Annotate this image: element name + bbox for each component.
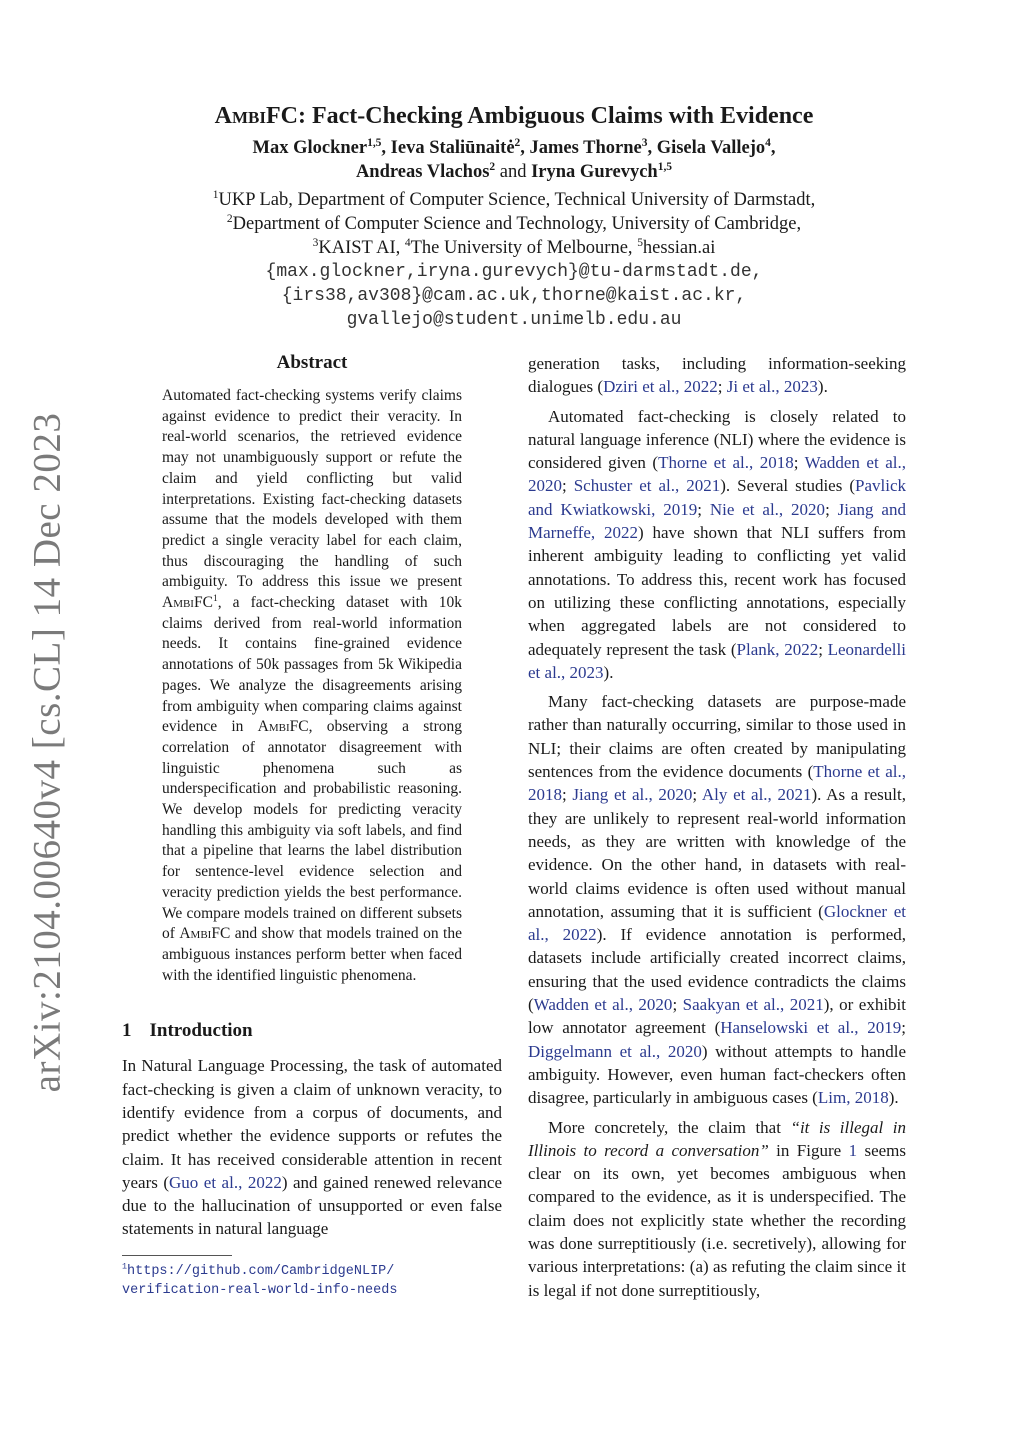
paper-header xyxy=(120,100,908,332)
author-sup: 2 xyxy=(514,136,521,149)
citation-link[interactable]: Dziri et al., 2022 xyxy=(603,377,718,397)
citation-link[interactable]: Wadden et al., 2020 xyxy=(533,995,673,1015)
footnote xyxy=(122,1262,502,1300)
body-text: generation tasks, including information-seeking dialogues ( xyxy=(528,354,906,397)
affiliation-sup: 1 xyxy=(212,188,219,201)
section-heading-introduction xyxy=(122,1020,502,1042)
email-line: gvallejo@student.unimelb.edu.au xyxy=(346,310,682,330)
footnote-number: 1 xyxy=(122,1261,128,1272)
body-text: ) and gained renewed relevance due to the hallucination of unsupported or even false statements in natural language xyxy=(122,1172,502,1239)
author-name: James Thorne xyxy=(529,138,642,158)
citation-link[interactable]: Schuster et al., 2021 xyxy=(573,476,721,496)
separator: ; xyxy=(825,499,838,519)
affiliation-text: Department of Computer Science and Technology, University of Cambridge, xyxy=(232,214,802,234)
example-claim: “it is illegal in Illinois to record a conversation” xyxy=(528,1117,907,1160)
abstract-text: , observing a strong correlation of annotator disagreement with linguistic phenomena such as underspecification and probabilistic reasoning. We develop models for predicting veracity handling this ambiguity via soft labels, and find that a pipeline that learns the label distribution for sentence-level evidence selection and veracity prediction yields the best performance. We compare models trained on different subsets of xyxy=(162,718,462,943)
body-text: ), or exhibit low annotator agreement ( xyxy=(528,995,906,1038)
footnote-marker: 1 xyxy=(212,592,218,604)
body-text: ). xyxy=(817,377,828,397)
author-sup: 1,5 xyxy=(657,160,673,173)
author-name: Iryna Gurevych xyxy=(531,162,658,182)
footnote-divider xyxy=(122,1255,232,1256)
left-column xyxy=(122,352,502,1300)
title-rest: : Fact-Checking Ambiguous Claims with Evidence xyxy=(297,103,814,129)
body-text: ). If evidence annotation is performed, datasets include artificially created incorrect claims, ensuring that the used evidence contradicts the claims ( xyxy=(528,925,906,1015)
author-sup: 1,5 xyxy=(367,136,382,149)
abstract-body xyxy=(162,386,462,986)
body-text: in Figure xyxy=(768,1140,849,1160)
separator: ; xyxy=(793,453,805,473)
figure-reference-link[interactable]: 1 xyxy=(848,1140,858,1160)
body-text: ). xyxy=(603,662,614,682)
separator: ; xyxy=(901,1018,907,1038)
affiliation-sup: 5 xyxy=(637,236,643,249)
separator: ; xyxy=(672,995,683,1015)
citation-link[interactable]: Thorne et al., 2018 xyxy=(658,453,794,473)
paragraph xyxy=(528,1116,906,1302)
abstract-text: and show that models trained on the ambiguous instances perform better when faced with the identified linguistic phenomena. xyxy=(162,925,462,984)
body-text: ) have shown that NLI suffers from inherent ambiguity leading to conflicting yet valid annotations. To address this, recent work has focused on utilizing these conflicting annotations, especially when aggregated labels are not considered to adequately represent the task ( xyxy=(528,523,906,659)
author-sup: 3 xyxy=(641,136,648,149)
abstract-heading: Abstract xyxy=(276,352,348,373)
citation-link[interactable]: Wadden et al., 2020 xyxy=(528,453,906,496)
footnote-url-line[interactable]: verification-real-world-info-needs xyxy=(122,1282,398,1298)
affiliation-line xyxy=(120,188,908,212)
authors-line-1: Max Glockner$^{1,5}$, Ieva Staliūnaitė$^2$, James Thorne$^3$, Gisela Vallejo$^4$, xyxy=(252,136,776,158)
separator: ; xyxy=(562,476,574,496)
body-text: ). As a result, they are unlikely to represent real-world information needs, as they are written with knowledge of the evidence. On the other hand, in datasets with real-world claims evidence is often used without manual annotation, assuming that it is sufficient ( xyxy=(528,785,906,921)
affiliation-text: hessian.ai xyxy=(642,238,716,258)
email-line: {irs38,av308}@cam.ac.uk,thorne@kaist.ac.kr, xyxy=(281,286,747,306)
footnote-url-line[interactable] xyxy=(122,1262,502,1281)
affiliation-sup: 3 xyxy=(312,236,319,249)
citation-link[interactable]: Diggelmann et al., 2020 xyxy=(528,1041,702,1061)
affiliation-text: KAIST AI, xyxy=(318,238,405,258)
affiliation-line xyxy=(120,212,908,236)
citation-link[interactable]: Pavlick and Kwiatkowski, 2019 xyxy=(528,476,906,519)
author-conjunction: and xyxy=(499,162,527,182)
separator: ; xyxy=(717,377,727,397)
right-column xyxy=(528,352,906,1302)
author-name: Andreas Vlachos xyxy=(355,162,490,182)
citation-link[interactable]: Lim, 2018 xyxy=(817,1088,889,1108)
body-text: ). Several studies ( xyxy=(720,476,855,496)
citation-link[interactable]: Jiang and Marneffe, 2022 xyxy=(528,499,906,543)
author-name: Ieva Staliūnaitė xyxy=(390,138,515,158)
affiliation-line xyxy=(120,236,908,260)
citation-link[interactable]: Guo et al., 2022 xyxy=(169,1172,282,1192)
citation-link[interactable]: Saakyan et al., 2021 xyxy=(682,995,824,1015)
citation-link[interactable]: Glockner et al., 2022 xyxy=(528,901,906,945)
authors-line-2 xyxy=(120,160,908,184)
intro-paragraph xyxy=(122,1054,502,1240)
paragraph xyxy=(528,690,906,1109)
email-line: {max.glockner,iryna.gurevych}@tu-darmstadt.de, xyxy=(265,262,763,282)
body-text: In Natural Language Processing, the task of automated fact-checking is given a claim of unknown veracity, to identify evidence from a corpus of documents, and predict whether the evidence supports or refutes the claim. It has received considerable attention in recent years ( xyxy=(122,1056,502,1192)
dataset-name: AmbiFC xyxy=(162,594,213,612)
body-text: ) without attempts to handle ambiguity. However, even human fact-checkers often disagree, particularly in ambiguous cases ( xyxy=(528,1041,907,1108)
footnote-url[interactable]: https://github.com/CambridgeNLIP/ xyxy=(127,1263,395,1279)
body-text: Automated fact-checking is closely related to natural language inference (NLI) where the evidence is considered given ( xyxy=(528,406,906,473)
paragraph xyxy=(528,405,906,685)
dataset-name: AmbiFC xyxy=(257,718,309,736)
affiliation-text: UKP Lab, Department of Computer Science, Technical University of Darmstadt, xyxy=(218,190,816,210)
separator: ; xyxy=(697,499,710,519)
body-text: seems clear on its own, yet becomes ambiguous when compared to the evidence, as it is underspecified. The claim does not explicitly state whether the recording was done surreptitiously (i.e. secretively), allowing for various interpretations: (a) as refuting the claim since it is legal if not done surreptitiously, xyxy=(528,1140,906,1300)
affiliations xyxy=(120,188,908,260)
citation-link[interactable]: Nie et al., 2020 xyxy=(709,499,826,519)
citation-link[interactable]: Ji et al., 2023 xyxy=(726,377,818,397)
separator: ; xyxy=(818,639,828,659)
author-sup: 4 xyxy=(765,136,771,149)
affiliation-text: The University of Melbourne, xyxy=(410,238,638,258)
title-dataset-name: AmbiFC xyxy=(214,103,298,129)
abstract-text: , a fact-checking dataset with 10k claims derived from real-world information needs. It contains fine-grained evidence annotations of 50k passages from 5k Wikipedia pages. We analyze the disagreements arising from ambiguity when comparing claims against evidence in xyxy=(162,594,462,736)
body-text: ). xyxy=(888,1088,899,1108)
body-text: More concretely, the claim that xyxy=(548,1117,791,1137)
arxiv-stamp-text: arXiv:2104.00640v4 [cs.CL] 14 Dec 2023 xyxy=(25,412,69,1093)
section-title: Introduction xyxy=(149,1020,253,1042)
author-sup: 2 xyxy=(489,160,496,173)
citation-link[interactable]: Aly et al., 2021 xyxy=(701,785,812,805)
dataset-name: AmbiFC xyxy=(179,925,231,943)
author-emails xyxy=(120,260,908,332)
citation-link[interactable]: Thorne et al., 2018 xyxy=(528,762,906,805)
affiliation-sup: 2 xyxy=(226,212,233,225)
separator: ; xyxy=(692,785,702,805)
body-text: Many fact-checking datasets are purpose-made rather than naturally occurring, similar to those used in NLI; their claims are often created by manipulating sentences from the evidence documents ( xyxy=(528,692,906,782)
citation-link[interactable]: Leonardelli et al., 2023 xyxy=(528,639,906,682)
section-number: 1 xyxy=(122,1020,132,1042)
separator: ; xyxy=(562,785,573,805)
affiliation-sup: 4 xyxy=(404,236,411,249)
abstract-text: Automated fact-checking systems verify claims against evidence to predict their veracity. In real-world scenarios, the retrieved evidence may not unambiguously support or refute the claim and yield conflicting but valid interpretations. Existing fact-checking datasets assume that the models developed with them predict a single veracity label for each claim, thus discouraging the handling of such ambiguity. To address this issue we present xyxy=(162,387,462,591)
paper-title xyxy=(120,100,908,132)
author-name: Max Glockner xyxy=(252,138,368,158)
citation-link[interactable]: Hanselowski et al., 2019 xyxy=(720,1018,902,1038)
author-name: Gisela Vallejo xyxy=(656,138,766,158)
citation-link[interactable]: Plank, 2022 xyxy=(736,639,819,659)
arxiv-stamp xyxy=(22,412,72,1093)
citation-link[interactable]: Jiang et al., 2020 xyxy=(572,785,693,805)
paragraph xyxy=(528,352,906,399)
